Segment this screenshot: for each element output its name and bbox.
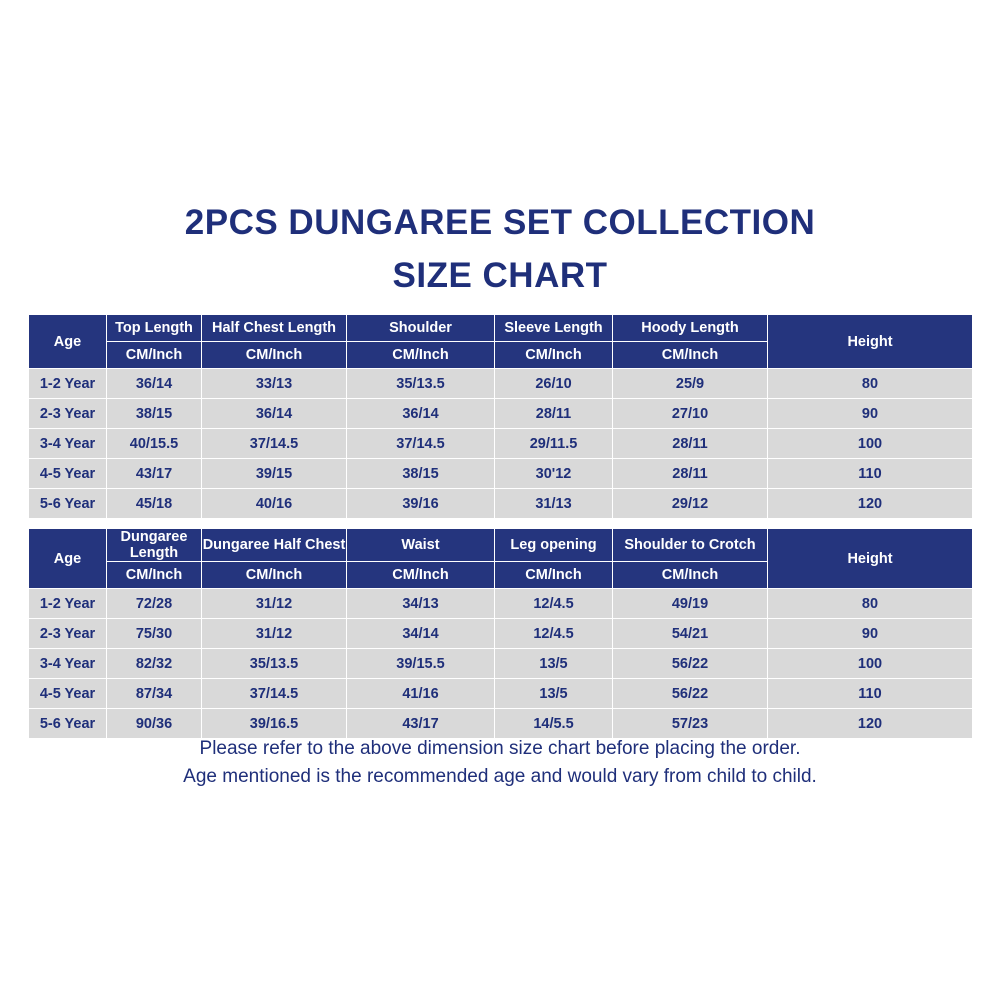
cell-waist: 41/16 bbox=[347, 679, 495, 709]
col-header-shoulder: Shoulder bbox=[347, 315, 495, 342]
cell-age: 4-5 Year bbox=[29, 459, 107, 489]
cell-sleeve-length: 29/11.5 bbox=[495, 429, 613, 459]
sub-header-sleeve-length: CM/Inch bbox=[495, 342, 613, 369]
table-row bbox=[29, 649, 973, 679]
cell-waist: 34/14 bbox=[347, 619, 495, 649]
cell-age: 3-4 Year bbox=[29, 649, 107, 679]
sub-header-half-chest-length: CM/Inch bbox=[202, 342, 347, 369]
cell-dungaree-half-chest: 31/12 bbox=[202, 619, 347, 649]
table-row bbox=[29, 369, 973, 399]
cell-height: 90 bbox=[768, 619, 973, 649]
cell-half-chest-length: 39/15 bbox=[202, 459, 347, 489]
cell-top-length: 36/14 bbox=[107, 369, 202, 399]
table-row bbox=[29, 459, 973, 489]
col-header-leg-opening: Leg opening bbox=[495, 529, 613, 562]
cell-shoulder-to-crotch: 56/22 bbox=[613, 679, 768, 709]
cell-shoulder: 36/14 bbox=[347, 399, 495, 429]
cell-hoody-length: 25/9 bbox=[613, 369, 768, 399]
col-header-shoulder-to-crotch: Shoulder to Crotch bbox=[613, 529, 768, 562]
sub-header-shoulder-to-crotch: CM/Inch bbox=[613, 562, 768, 589]
col-header-dungaree-length: Dungaree Length bbox=[107, 529, 202, 562]
cell-age: 3-4 Year bbox=[29, 429, 107, 459]
cell-shoulder-to-crotch: 57/23 bbox=[613, 709, 768, 739]
cell-top-length: 43/17 bbox=[107, 459, 202, 489]
cell-shoulder: 39/16 bbox=[347, 489, 495, 519]
cell-age: 2-3 Year bbox=[29, 619, 107, 649]
cell-dungaree-length: 72/28 bbox=[107, 589, 202, 619]
cell-half-chest-length: 36/14 bbox=[202, 399, 347, 429]
cell-height: 120 bbox=[768, 489, 973, 519]
table-row bbox=[29, 619, 973, 649]
sub-header-leg-opening: CM/Inch bbox=[495, 562, 613, 589]
note-line-2: Age mentioned is the recommended age and would vary from child to child. bbox=[183, 766, 817, 787]
cell-leg-opening: 13/5 bbox=[495, 649, 613, 679]
col-header-waist: Waist bbox=[347, 529, 495, 562]
cell-half-chest-length: 40/16 bbox=[202, 489, 347, 519]
cell-age: 2-3 Year bbox=[29, 399, 107, 429]
page-title-line1: 2PCS DUNGAREE SET COLLECTION bbox=[184, 203, 816, 242]
sub-header-waist: CM/Inch bbox=[347, 562, 495, 589]
cell-leg-opening: 14/5.5 bbox=[495, 709, 613, 739]
cell-dungaree-half-chest: 39/16.5 bbox=[202, 709, 347, 739]
sub-header-shoulder: CM/Inch bbox=[347, 342, 495, 369]
size-table-dungaree bbox=[28, 528, 973, 739]
cell-shoulder: 38/15 bbox=[347, 459, 495, 489]
cell-leg-opening: 13/5 bbox=[495, 679, 613, 709]
cell-dungaree-length: 90/36 bbox=[107, 709, 202, 739]
table-row bbox=[29, 399, 973, 429]
sub-header-dungaree-length: CM/Inch bbox=[107, 562, 202, 589]
size-table-top bbox=[28, 314, 973, 519]
col-header-half-chest-length: Half Chest Length bbox=[202, 315, 347, 342]
cell-hoody-length: 27/10 bbox=[613, 399, 768, 429]
cell-shoulder-to-crotch: 49/19 bbox=[613, 589, 768, 619]
cell-height: 80 bbox=[768, 369, 973, 399]
cell-height: 100 bbox=[768, 649, 973, 679]
cell-dungaree-half-chest: 31/12 bbox=[202, 589, 347, 619]
cell-dungaree-half-chest: 37/14.5 bbox=[202, 679, 347, 709]
cell-top-length: 40/15.5 bbox=[107, 429, 202, 459]
note-line-1: Please refer to the above dimension size chart before placing the order. bbox=[199, 738, 801, 759]
cell-age: 1-2 Year bbox=[29, 369, 107, 399]
cell-half-chest-length: 33/13 bbox=[202, 369, 347, 399]
table-row bbox=[29, 589, 973, 619]
cell-hoody-length: 28/11 bbox=[613, 459, 768, 489]
table-header-row bbox=[29, 315, 973, 342]
cell-height: 80 bbox=[768, 589, 973, 619]
cell-age: 5-6 Year bbox=[29, 489, 107, 519]
cell-waist: 43/17 bbox=[347, 709, 495, 739]
cell-shoulder: 37/14.5 bbox=[347, 429, 495, 459]
cell-dungaree-length: 87/34 bbox=[107, 679, 202, 709]
cell-shoulder: 35/13.5 bbox=[347, 369, 495, 399]
cell-height: 120 bbox=[768, 709, 973, 739]
cell-waist: 39/15.5 bbox=[347, 649, 495, 679]
col-header-height: Height bbox=[768, 529, 973, 589]
cell-top-length: 38/15 bbox=[107, 399, 202, 429]
cell-sleeve-length: 26/10 bbox=[495, 369, 613, 399]
cell-age: 1-2 Year bbox=[29, 589, 107, 619]
cell-top-length: 45/18 bbox=[107, 489, 202, 519]
col-header-height: Height bbox=[768, 315, 973, 369]
cell-shoulder-to-crotch: 56/22 bbox=[613, 649, 768, 679]
cell-waist: 34/13 bbox=[347, 589, 495, 619]
cell-leg-opening: 12/4.5 bbox=[495, 619, 613, 649]
cell-hoody-length: 29/12 bbox=[613, 489, 768, 519]
cell-dungaree-half-chest: 35/13.5 bbox=[202, 649, 347, 679]
cell-height: 110 bbox=[768, 679, 973, 709]
table-row bbox=[29, 679, 973, 709]
cell-height: 110 bbox=[768, 459, 973, 489]
col-header-age: Age bbox=[29, 315, 107, 369]
cell-dungaree-length: 75/30 bbox=[107, 619, 202, 649]
cell-sleeve-length: 31/13 bbox=[495, 489, 613, 519]
sub-header-dungaree-half-chest: CM/Inch bbox=[202, 562, 347, 589]
cell-half-chest-length: 37/14.5 bbox=[202, 429, 347, 459]
cell-leg-opening: 12/4.5 bbox=[495, 589, 613, 619]
cell-height: 90 bbox=[768, 399, 973, 429]
col-header-hoody-length: Hoody Length bbox=[613, 315, 768, 342]
cell-age: 5-6 Year bbox=[29, 709, 107, 739]
cell-hoody-length: 28/11 bbox=[613, 429, 768, 459]
table-row bbox=[29, 489, 973, 519]
sub-header-hoody-length: CM/Inch bbox=[613, 342, 768, 369]
col-header-sleeve-length: Sleeve Length bbox=[495, 315, 613, 342]
cell-sleeve-length: 28/11 bbox=[495, 399, 613, 429]
cell-age: 4-5 Year bbox=[29, 679, 107, 709]
sub-header-top-length: CM/Inch bbox=[107, 342, 202, 369]
footer-notes bbox=[0, 735, 1000, 791]
table-header-row bbox=[29, 529, 973, 562]
page-title-line2: SIZE CHART bbox=[392, 256, 608, 295]
cell-shoulder-to-crotch: 54/21 bbox=[613, 619, 768, 649]
cell-sleeve-length: 30'12 bbox=[495, 459, 613, 489]
col-header-age: Age bbox=[29, 529, 107, 589]
cell-dungaree-length: 82/32 bbox=[107, 649, 202, 679]
col-header-top-length: Top Length bbox=[107, 315, 202, 342]
col-header-dungaree-half-chest: Dungaree Half Chest bbox=[202, 529, 347, 562]
cell-height: 100 bbox=[768, 429, 973, 459]
table-row bbox=[29, 429, 973, 459]
table-row bbox=[29, 709, 973, 739]
